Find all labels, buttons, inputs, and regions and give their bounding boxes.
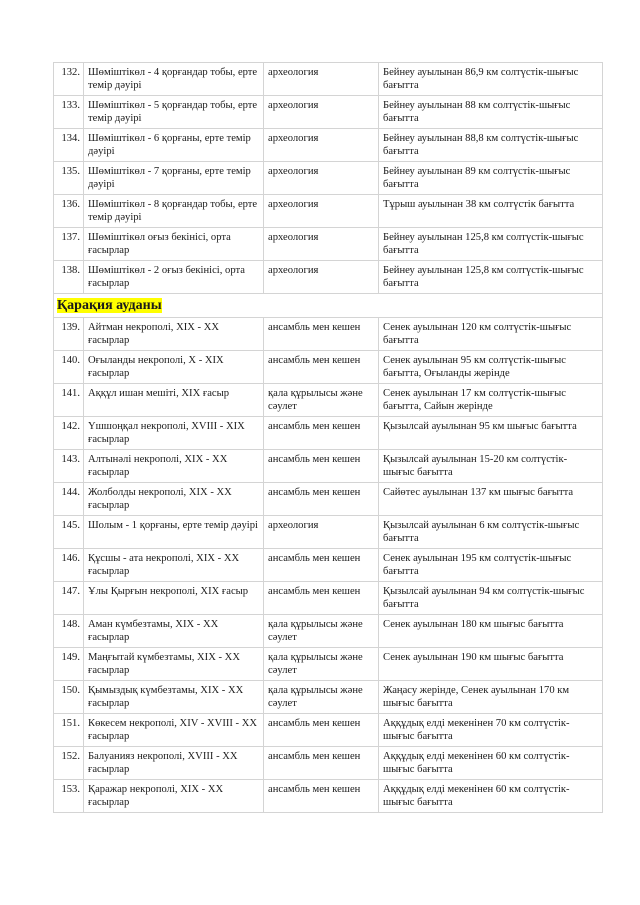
site-location: Аққұдық елді мекенінен 70 км солтүстік-шығыс бағытта	[379, 714, 603, 747]
table-row	[54, 780, 603, 813]
row-number: 148.	[54, 615, 84, 648]
row-number: 137.	[54, 228, 84, 261]
row-number: 132.	[54, 63, 84, 96]
site-type: ансамбль мен кешен	[264, 483, 379, 516]
site-location: Қызылсай ауылынан 6 км солтүстік-шығыс бағытта	[379, 516, 603, 549]
row-number: 144.	[54, 483, 84, 516]
site-type: археология	[264, 129, 379, 162]
row-number: 152.	[54, 747, 84, 780]
site-name: Шөміштікөл - 6 қорғаны, ерте темір дәуірі	[84, 129, 264, 162]
site-location: Тұрыш ауылынан 38 км солтүстік бағытта	[379, 195, 603, 228]
row-number: 133.	[54, 96, 84, 129]
site-type: ансамбль мен кешен	[264, 417, 379, 450]
site-name: Шөміштікөл - 2 оғыз бекінісі, орта ғасырлар	[84, 261, 264, 294]
site-type: ансамбль мен кешен	[264, 318, 379, 351]
site-type: ансамбль мен кешен	[264, 549, 379, 582]
site-type: ансамбль мен кешен	[264, 450, 379, 483]
row-number: 136.	[54, 195, 84, 228]
row-number: 140.	[54, 351, 84, 384]
row-number: 138.	[54, 261, 84, 294]
site-name: Балуанияз некрополі, XVIII - XX ғасырлар	[84, 747, 264, 780]
table-row	[54, 384, 603, 417]
row-number: 135.	[54, 162, 84, 195]
table-row	[54, 450, 603, 483]
table-body-beyneu	[54, 63, 603, 294]
site-location: Аққұдық елді мекенінен 60 км солтүстік-шығыс бағытта	[379, 747, 603, 780]
table-row	[54, 681, 603, 714]
section-title: Қарақия ауданы	[57, 298, 162, 313]
site-location: Қызылсай ауылынан 94 км солтүстік-шығыс бағытта	[379, 582, 603, 615]
table-row	[54, 318, 603, 351]
table-row	[54, 714, 603, 747]
site-location: Бейнеу ауылынан 125,8 км солтүстік-шығыс бағытта	[379, 228, 603, 261]
site-name: Ұлы Қырғын некрополі, XIX ғасыр	[84, 582, 264, 615]
site-location: Жаңасу жерінде, Сенек ауылынан 170 км шығыс бағытта	[379, 681, 603, 714]
table-row	[54, 195, 603, 228]
row-number: 150.	[54, 681, 84, 714]
section-cell	[54, 294, 603, 318]
site-name: Аққұл ишан мешіті, XIX ғасыр	[84, 384, 264, 417]
site-location: Аққұдық елді мекенінен 60 км солтүстік-шығыс бағытта	[379, 780, 603, 813]
site-type: қала құрылысы және сәулет	[264, 648, 379, 681]
site-type: археология	[264, 516, 379, 549]
site-type: ансамбль мен кешен	[264, 714, 379, 747]
site-location: Бейнеу ауылынан 125,8 км солтүстік-шығыс бағытта	[379, 261, 603, 294]
site-location: Сенек ауылынан 195 км солтүстік-шығыс бағытта	[379, 549, 603, 582]
row-number: 142.	[54, 417, 84, 450]
site-name: Шолым - 1 қорғаны, ерте темір дәуірі	[84, 516, 264, 549]
site-name: Құсшы - ата некрополі, XIX - XX ғасырлар	[84, 549, 264, 582]
row-number: 143.	[54, 450, 84, 483]
site-name: Қымыздық күмбезтамы, XIX - XX ғасырлар	[84, 681, 264, 714]
site-name: Көкесем некрополі, XIV - XVIII - XX ғасырлар	[84, 714, 264, 747]
site-name: Алтынәлі некрополі, XIX - XX ғасырлар	[84, 450, 264, 483]
site-type: ансамбль мен кешен	[264, 780, 379, 813]
site-type: археология	[264, 261, 379, 294]
site-type: ансамбль мен кешен	[264, 351, 379, 384]
site-name: Шөміштікөл оғыз бекінісі, орта ғасырлар	[84, 228, 264, 261]
table-row	[54, 516, 603, 549]
site-name: Шөміштікөл - 7 қорғаны, ерте темір дәуірі	[84, 162, 264, 195]
site-location: Бейнеу ауылынан 88,8 км солтүстік-шығыс бағытта	[379, 129, 603, 162]
row-number: 146.	[54, 549, 84, 582]
site-location: Сенек ауылынан 190 км шығыс бағытта	[379, 648, 603, 681]
row-number: 134.	[54, 129, 84, 162]
heritage-sites-table	[53, 62, 603, 813]
site-location: Сенек ауылынан 17 км солтүстік-шығыс бағытта, Сайын жерінде	[379, 384, 603, 417]
site-location: Сенек ауылынан 95 км солтүстік-шығыс бағытта, Оғыланды жерінде	[379, 351, 603, 384]
site-name: Айтман некрополі, XIX - XX ғасырлар	[84, 318, 264, 351]
table-row	[54, 63, 603, 96]
site-location: Бейнеу ауылынан 89 км солтүстік-шығыс бағытта	[379, 162, 603, 195]
row-number: 147.	[54, 582, 84, 615]
site-type: археология	[264, 96, 379, 129]
site-type: ансамбль мен кешен	[264, 582, 379, 615]
site-name: Қаражар некрополі, XIX - XX ғасырлар	[84, 780, 264, 813]
site-name: Оғыланды некрополі, X - XIX ғасырлар	[84, 351, 264, 384]
site-location: Бейнеу ауылынан 86,9 км солтүстік-шығыс бағытта	[379, 63, 603, 96]
table-row	[54, 129, 603, 162]
site-name: Жолболды некрополі, XIX - XX ғасырлар	[84, 483, 264, 516]
site-name: Маңғытай күмбезтамы, XIX - XX ғасырлар	[84, 648, 264, 681]
table-row	[54, 96, 603, 129]
site-name: Шөміштікөл - 5 қорғандар тобы, ерте темір дәуірі	[84, 96, 264, 129]
site-type: археология	[264, 162, 379, 195]
table-row	[54, 549, 603, 582]
table-row	[54, 582, 603, 615]
site-type: қала құрылысы және сәулет	[264, 384, 379, 417]
table-row	[54, 483, 603, 516]
table-row	[54, 162, 603, 195]
site-type: археология	[264, 195, 379, 228]
site-location: Сенек ауылынан 120 км солтүстік-шығыс бағытта	[379, 318, 603, 351]
site-type: ансамбль мен кешен	[264, 747, 379, 780]
table-row	[54, 417, 603, 450]
section-header-body	[54, 294, 603, 318]
site-name: Шөміштікөл - 8 қорғандар тобы, ерте темір дәуірі	[84, 195, 264, 228]
site-type: қала құрылысы және сәулет	[264, 615, 379, 648]
site-type: қала құрылысы және сәулет	[264, 681, 379, 714]
row-number: 141.	[54, 384, 84, 417]
site-location: Сенек ауылынан 180 км шығыс бағытта	[379, 615, 603, 648]
site-location: Қызылсай ауылынан 15-20 км солтүстік-шығыс бағытта	[379, 450, 603, 483]
site-type: археология	[264, 63, 379, 96]
site-type: археология	[264, 228, 379, 261]
table-row	[54, 747, 603, 780]
section-row	[54, 294, 603, 318]
table-row	[54, 648, 603, 681]
site-name: Үшшоңқал некрополі, XVIII - XIX ғасырлар	[84, 417, 264, 450]
row-number: 153.	[54, 780, 84, 813]
row-number: 149.	[54, 648, 84, 681]
row-number: 145.	[54, 516, 84, 549]
table-row	[54, 228, 603, 261]
site-name: Аман күмбезтамы, XIX - XX ғасырлар	[84, 615, 264, 648]
site-location: Бейнеу ауылынан 88 км солтүстік-шығыс бағытта	[379, 96, 603, 129]
table-row	[54, 261, 603, 294]
row-number: 151.	[54, 714, 84, 747]
table-row	[54, 615, 603, 648]
table-row	[54, 351, 603, 384]
site-location: Сайөтес ауылынан 137 км шығыс бағытта	[379, 483, 603, 516]
site-location: Қызылсай ауылынан 95 км шығыс бағытта	[379, 417, 603, 450]
table-body-karakiya	[54, 318, 603, 813]
row-number: 139.	[54, 318, 84, 351]
site-name: Шөміштікөл - 4 қорғандар тобы, ерте темір дәуірі	[84, 63, 264, 96]
